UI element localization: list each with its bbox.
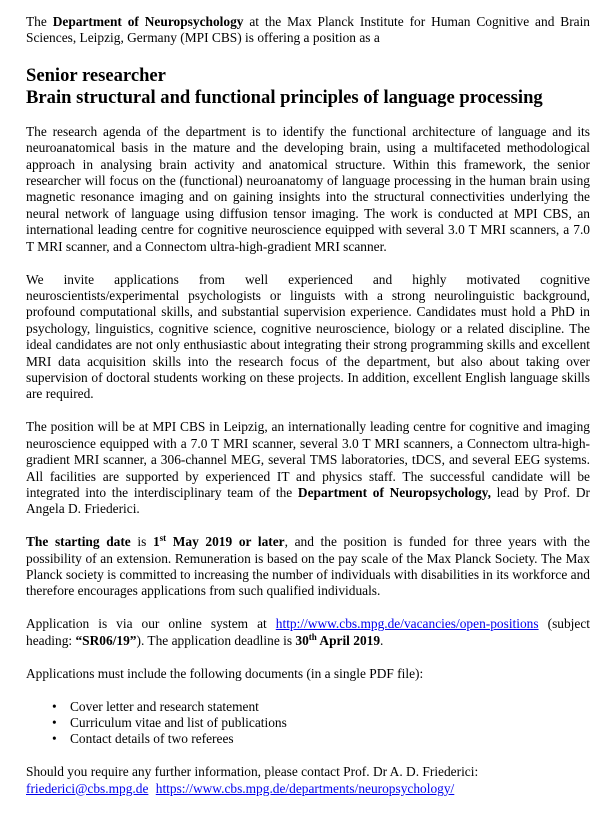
requirements-paragraph: We invite applications from well experienced and highly motivated cognitive neuroscientists/experimental psychologists or linguists with a strong neurolinguistic background, profound computational skills, and substantial supervision experience. Candidates must hold a PhD in psychology, linguistics, cognitive science, cognitive neuroscience, biology or a related discipline. The ideal candidates are not only enthusiastic about integrating their strong programming skills and excellent MRI data acquisition skills into the research focus of the department, but also about taking over supervision of doctoral students working on these projects. In addition, excellent English language skills are required. — [26, 271, 590, 402]
starting-date-day: 1 — [152, 534, 160, 550]
document-item-label: Contact details of two referees — [70, 731, 234, 747]
email-link[interactable]: friederici@cbs.mpg.de — [26, 780, 149, 796]
deadline-ordinal: th — [308, 631, 317, 642]
intro-prefix: The — [26, 14, 53, 29]
bullet-icon: • — [52, 715, 57, 730]
facilities-paragraph — [26, 419, 590, 517]
documents-list-item — [52, 698, 590, 715]
contact-text: Should you require any further information, please contact Prof. Dr A. D. Friederici: — [26, 764, 479, 780]
intro-paragraph — [26, 14, 590, 47]
documents-intro: Applications must include the following documents (in a single PDF file): — [26, 665, 424, 681]
department-name-bold: Department of Neuropsychology, — [297, 484, 491, 500]
position-title — [26, 65, 590, 109]
documents-list-item — [52, 731, 590, 747]
application-paragraph — [26, 616, 590, 649]
documents-list-item — [52, 715, 590, 731]
starting-date-ordinal: st — [159, 533, 167, 544]
documents-list — [26, 699, 590, 748]
position-title-line1: Senior researcher — [26, 64, 166, 86]
facilities-text: The position will be at MPI CBS in Leipzig, an internationally leading centre for cognitive and imaging neuroscience equipped with a 7.0 T MRI scanner, several 3.0 T MRI scanners, a Connectom ultra-high-gradient MRI scanner, a 306-channel MEG, several TMS laboratories, tDCS, and several EEG systems. All facilities are supported by experienced IT and physics staff. The successful candidate will be integrated into the interdisciplinary team of the — [26, 419, 590, 500]
starting-date-paragraph — [26, 534, 590, 600]
bullet-icon: • — [52, 731, 57, 747]
intro-suffix: at the Max Planck Institute for Human Cognitive and Brain Sciences, Leipzig, Germany (MPI CBS) is offering a position as a — [26, 14, 591, 46]
subject-heading-code: “SR06/19” — [75, 632, 137, 648]
department-website-link[interactable]: https://www.cbs.mpg.de/departments/neuropsychology/ — [155, 780, 455, 796]
research-agenda-paragraph: The research agenda of the department is to identify the functional architecture of language and its neuroanatomical basis in the mature and the developing brain, using a multifaceted methodological approach in analysing brain activity and anatomical structure. Within this framework, the senior researcher will focus on the (functional) neuroanatomy of language processing in the human brain using magnetic resonance imaging and on gaining insights into the structural connectivities underlying the neural network of language using diffusion tensor imaging. The work is conducted at MPI CBS, an international leading centre for cognitive neuroscience equipped with several 3.0 T MRI scanners, a 7.0 T MRI scanner, and a Connectom ultra-high-gradient MRI scanner. — [26, 123, 590, 254]
starting-date-connector: is — [130, 534, 153, 550]
vacancies-link[interactable]: http://www.cbs.mpg.de/vacancies/open-positions — [275, 616, 539, 632]
deadline-label: ). The application deadline is — [136, 632, 296, 648]
deadline-rest: April 2019 — [316, 632, 381, 648]
department-name: Department of Neuropsychology — [52, 14, 244, 29]
document-item-label: Curriculum vitae and list of publications — [70, 715, 287, 730]
document-item-label: Cover letter and research statement — [70, 698, 259, 714]
bullet-icon: • — [52, 698, 57, 714]
starting-date-label: The starting date — [26, 534, 131, 550]
facilities-suffix: lead by Prof. Dr Angela D. Friederici. — [26, 484, 590, 517]
funding-text: , and the position is funded for three years with the possibility of an extension. Remuneration is based on the pay scale of the Max Planck Society. The Max Planck society is committed to increasing the number of individuals with disabilities in its workforce and therefore encourages applications from such qualified individuals. — [26, 534, 590, 599]
starting-date-value — [153, 534, 285, 549]
application-end: . — [380, 632, 384, 648]
contact-paragraph — [26, 764, 590, 797]
application-mid: (subject heading: — [26, 616, 590, 648]
starting-date-rest: May 2019 or later — [166, 534, 285, 550]
deadline-day: 30 — [295, 632, 309, 648]
position-title-line2: Brain structural and functional principles of language processing — [26, 86, 543, 108]
application-prefix: Application is via our online system at — [26, 616, 276, 632]
deadline-value — [295, 633, 380, 648]
